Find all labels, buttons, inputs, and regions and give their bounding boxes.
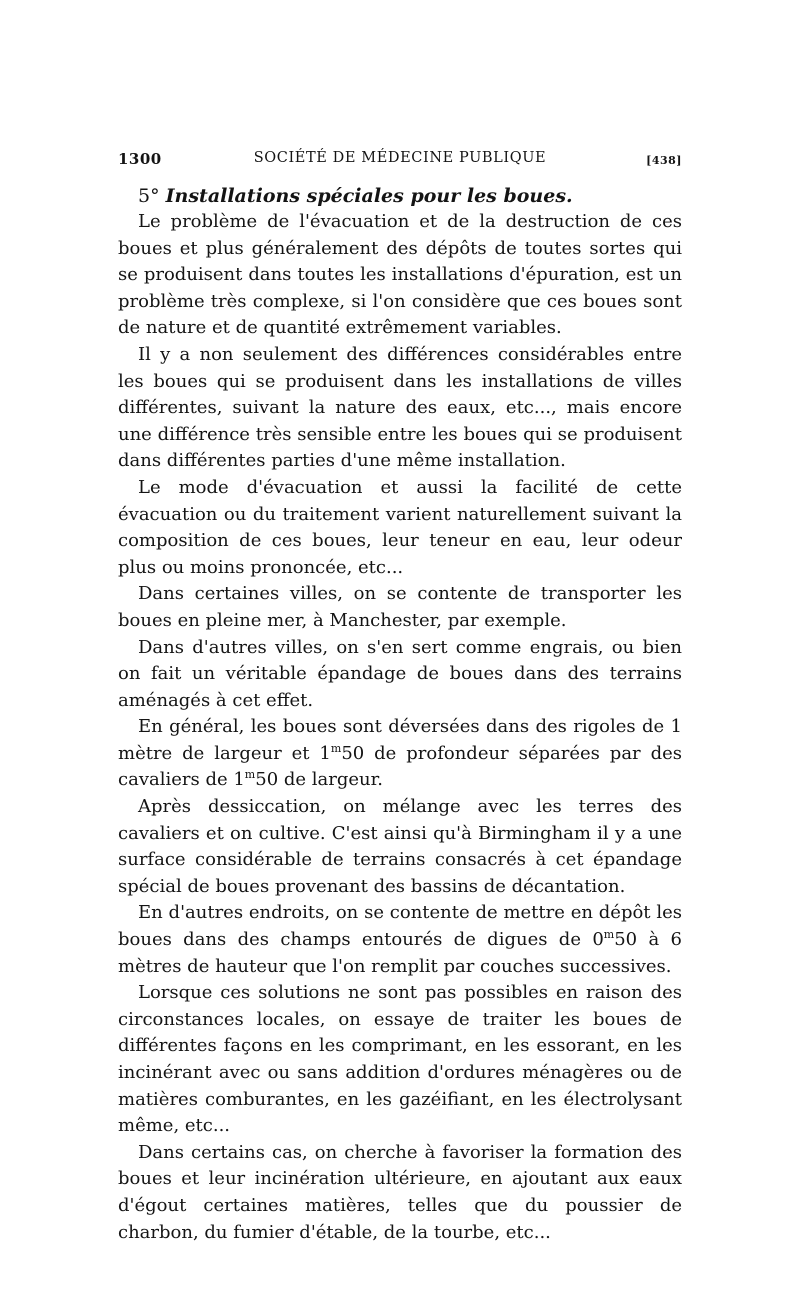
page bbox=[118, 146, 682, 1246]
section-heading bbox=[118, 184, 682, 209]
paragraph: En général, les boues sont déversées dans des rigoles de 1 mètre de largeur et 1$^m$50 de profondeur séparées par des cavaliers de 1$^m$50 de largeur. bbox=[118, 716, 682, 791]
page-number: 1300 bbox=[118, 150, 162, 168]
section-number: 5° bbox=[138, 185, 160, 207]
paragraph: Dans certains cas, on cherche à favoriser la formation des boues et leur incinération ultérieure, en ajoutant aux eaux d'égout certaines matières, telles que du poussier de charbon, du fumier d'étable, de la tourbe, etc... bbox=[118, 1141, 682, 1243]
paragraph: Le problème de l'évacuation et de la destruction de ces boues et plus généralement des dépôts de toutes sortes qui se produisent dans toutes les installations d'épuration, est un problème très complexe, si l'on considère que ces boues sont de nature et de quantité extrêmement variables. bbox=[118, 211, 682, 339]
paragraph: Dans d'autres villes, on s'en sert comme engrais, ou bien on fait un véritable épandage de boues dans des terrains aménagés à cet effet. bbox=[118, 636, 682, 711]
paragraph: Le mode d'évacuation et aussi la facilité de cette évacuation ou du traitement varient naturellement suivant la composition de ces boues, leur teneur en eau, leur odeur plus ou moins prononcée, etc... bbox=[118, 476, 682, 578]
bracket-reference: [438] bbox=[646, 154, 682, 167]
paragraph: Lorsque ces solutions ne sont pas possibles en raison des circonstances locales, on essaye de traiter les boues de différentes façons en les comprimant, en les essorant, en les incinérant avec ou sans addition d'ordures ménagères ou de matières comburantes, en les gazéifiant, en les électrolysant même, etc... bbox=[118, 982, 682, 1137]
paragraph: Après dessiccation, on mélange avec les terres des cavaliers et on cultive. C'est ainsi qu'à Birmingham il y a une surface considérable de terrains consacrés à cet épandage spécial de boues provenant des bassins de décantation. bbox=[118, 796, 682, 897]
paragraph: En d'autres endroits, on se contente de mettre en dépôt les boues dans des champs entourés de digues de 0$^m$50 à 6 mètres de hauteur que l'on remplit par couches successives. bbox=[118, 902, 682, 977]
running-title: SOCIÉTÉ DE MÉDECINE PUBLIQUE bbox=[253, 150, 547, 166]
section-title: Installations spéciales pour les boues. bbox=[165, 185, 573, 207]
paragraph: Il y a non seulement des différences considérables entre les boues qui se produisent dans les installations de villes différentes, suivant la nature des eaux, etc..., mais encore une différence très sensible entre les boues qui se produisent dans différentes parties d'une même installation. bbox=[118, 343, 682, 472]
paragraph: Dans certaines villes, on se contente de transporter les boues en pleine mer, à Manchester, par exemple. bbox=[118, 583, 682, 631]
running-header bbox=[118, 146, 682, 176]
